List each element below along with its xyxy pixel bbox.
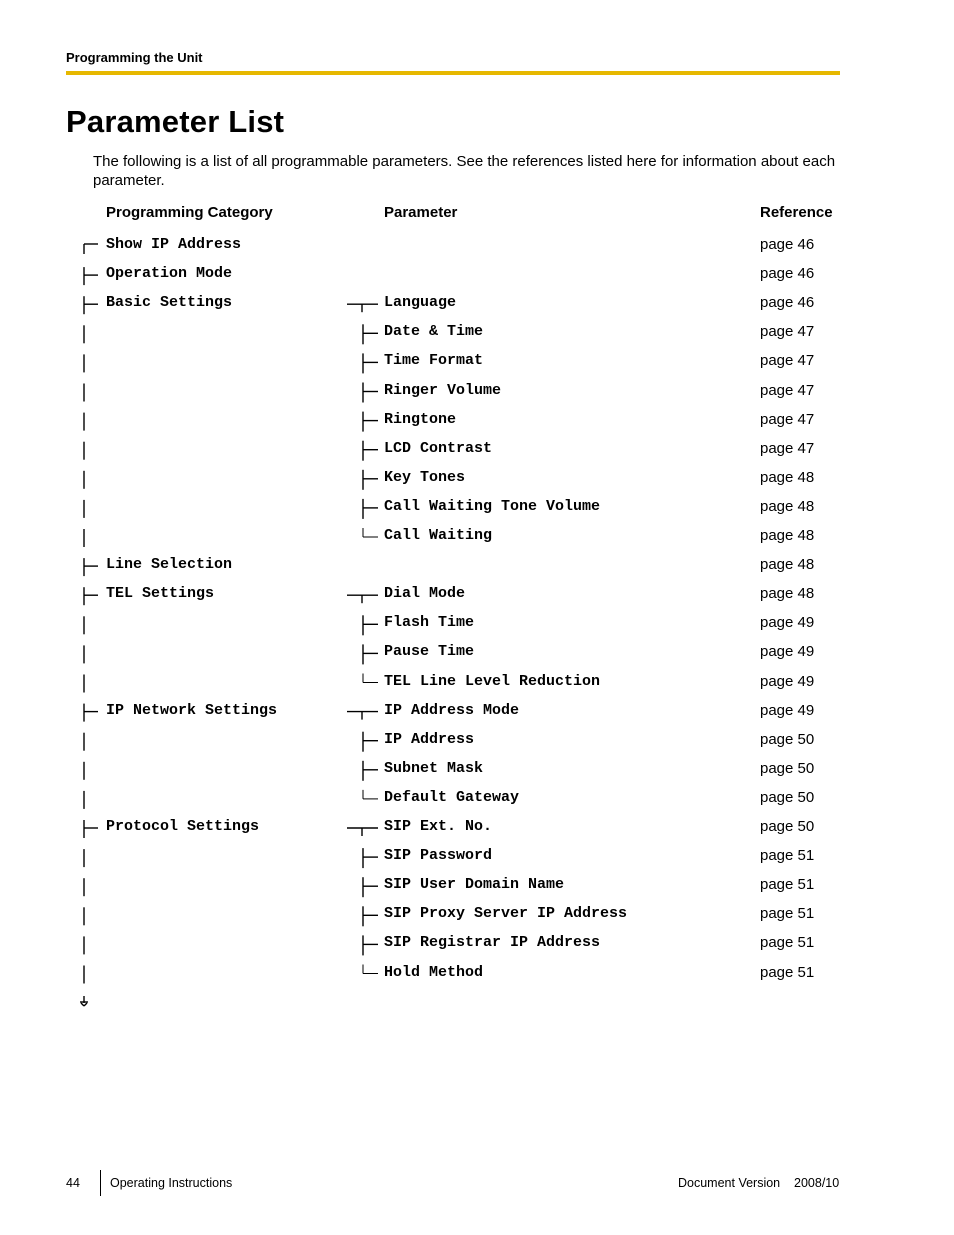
reference-page: page 51 [760,963,815,981]
parameter-label: Key Tones [384,468,466,486]
reference-page: page 50 [760,759,815,777]
continuation-arrow-icon [84,1003,87,1006]
intro-paragraph: The following is a list of all programmable parameters. See the references listed here for information about each parameter. [93,153,836,189]
reference-page: page 46 [760,236,815,253]
reference-page: page 49 [760,614,815,632]
reference-page: page 48 [760,468,815,486]
reference-page: page 47 [760,381,815,399]
parameter-label: Pause Time [384,643,475,661]
parameter-label: IP Address Mode [384,701,520,719]
parameter-label: SIP User Domain Name [384,876,565,894]
reference-page: page 49 [760,672,815,690]
category-label: Basic Settings [106,294,233,312]
continuation-arrow-icon [81,1003,84,1006]
parameter-label: Date & Time [384,323,484,341]
reference-page: page 50 [760,818,815,835]
parameter-label: Ringtone [384,410,457,428]
parameter-label: SIP Proxy Server IP Address [384,905,628,923]
reference-page: page 50 [760,788,815,806]
reference-page: page 46 [760,265,815,283]
parameter-label: Call Waiting Tone Volume [384,497,601,515]
footer-doc-version: Document Version 2008/10 [678,1176,840,1190]
parameter-label: Ringer Volume [384,381,502,399]
parameter-label: Dial Mode [384,585,466,603]
reference-page: page 47 [760,352,815,370]
reference-page: page 48 [760,527,815,544]
parameter-label: SIP Registrar IP Address [384,934,601,952]
reference-page: page 47 [760,439,815,457]
reference-page: page 46 [760,294,815,312]
footer-doc-title: Operating Instructions [110,1176,233,1190]
page-title: Parameter List [66,104,285,139]
parameter-label: SIP Password [384,847,493,865]
reference-page: page 50 [760,730,815,748]
category-label: Show IP Address [106,236,242,253]
column-header-category: Programming Category [106,204,273,221]
reference-page: page 51 [760,934,815,952]
parameter-label: SIP Ext. No. [384,818,493,835]
parameter-label: Subnet Mask [384,759,484,777]
reference-page: page 47 [760,410,815,428]
parameter-label: Time Format [384,352,484,370]
column-header-reference: Reference [760,204,833,221]
parameter-label: IP Address [384,730,475,748]
category-label: IP Network Settings [106,701,278,719]
parameter-label: Call Waiting [384,527,493,544]
page-number: 44 [66,1176,80,1190]
parameter-label: Flash Time [384,614,475,632]
parameter-label: TEL Line Level Reduction [384,672,601,690]
category-label: Operation Mode [106,265,233,283]
parameter-label: LCD Contrast [384,439,493,457]
category-label: TEL Settings [106,585,215,603]
reference-page: page 48 [760,497,815,515]
reference-page: page 48 [760,556,815,574]
reference-page: page 49 [760,701,815,719]
reference-page: page 48 [760,585,815,603]
category-label: Line Selection [106,556,233,574]
parameter-label: Default Gateway [384,788,520,806]
category-label: Protocol Settings [106,818,260,835]
parameter-label: Hold Method [384,963,484,981]
footer-divider [100,1170,101,1196]
reference-page: page 51 [760,905,815,923]
parameter-label: Language [384,294,457,312]
reference-page: page 47 [760,323,815,341]
reference-page: page 49 [760,643,815,661]
column-header-parameter: Parameter [384,204,458,221]
reference-page: page 51 [760,876,815,894]
reference-page: page 51 [760,847,815,865]
running-header: Programming the Unit [66,50,203,65]
